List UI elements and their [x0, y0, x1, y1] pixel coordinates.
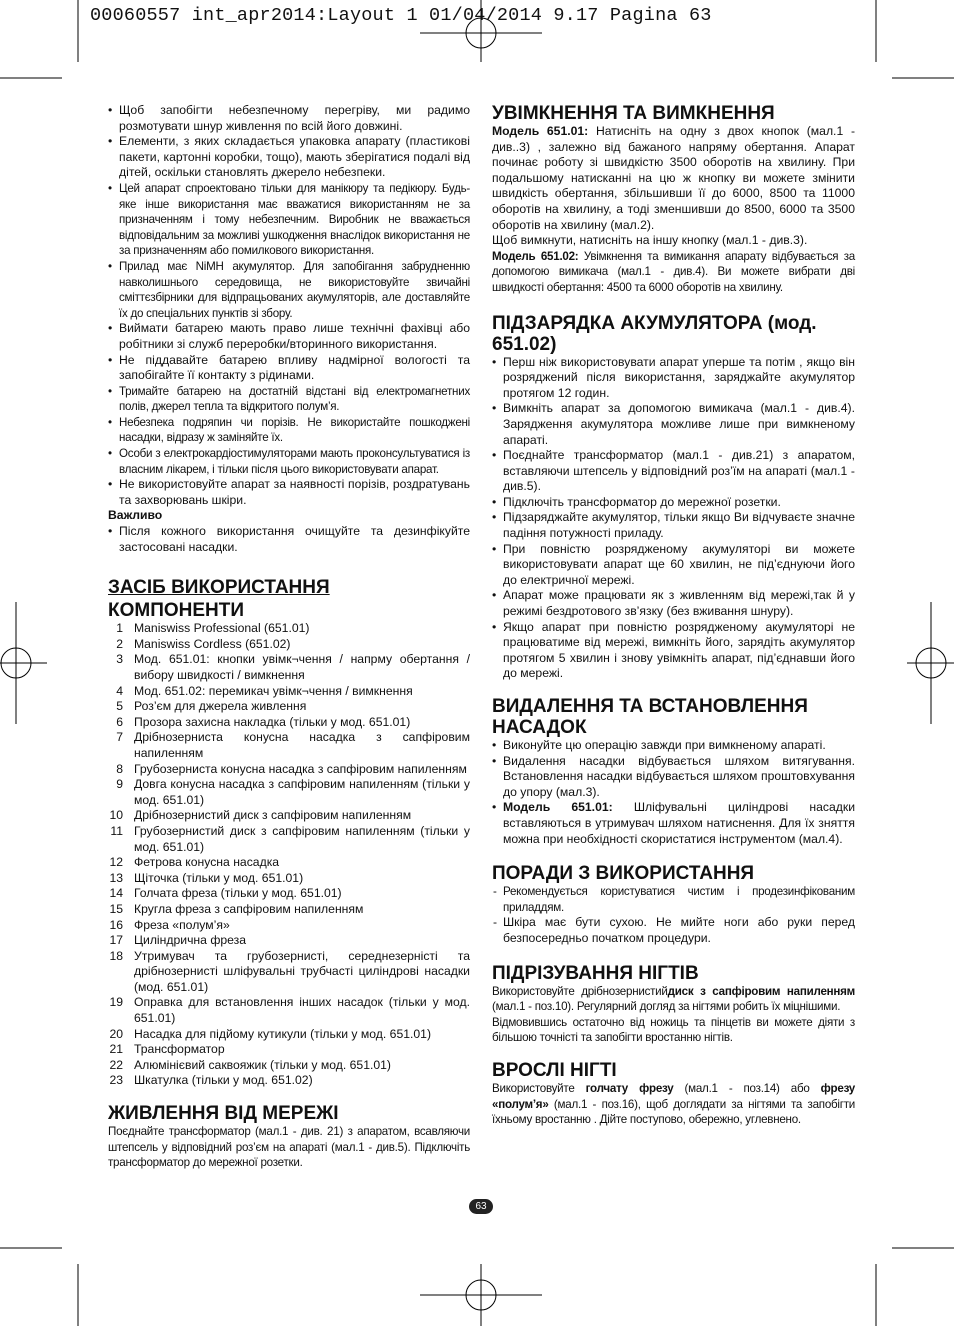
ingrown-text: [492, 1081, 855, 1128]
component-item: [108, 637, 470, 653]
component-item: [108, 995, 470, 1026]
list-item: - Рекомендується користуватися чистим і продезинфікованим приладдям.: [492, 884, 855, 915]
component-number: 4: [116, 683, 123, 698]
list-item: • Цей апарат спроектовано тільки для манікюру та педікюру. Будь-яке інше використання має вважатися використанням не за призначенням і тому небезпечним. Виробник не вважається відповідальним за можливі ушкодження внаслідок використання не за призначенням або помилкового використання.: [108, 181, 470, 259]
component-item: [108, 699, 470, 715]
component-number: 23: [109, 1073, 123, 1088]
list-item: • Особи з електрокардіостимуляторами мають проконсультуватися із власним лікарем, і тільки після цього використовувати апарат.: [108, 446, 470, 477]
component-item: [108, 1027, 470, 1043]
component-text: Maniswiss Cordless (651.02): [134, 636, 291, 651]
component-number: 15: [109, 901, 123, 916]
list-item: • Поєднайте трансформатор (мал.1 - див.21) з апаратом, вставляючи штепсель у відповідний роз’їм на апараті (мал.1 - див.5).: [492, 448, 855, 495]
component-text: Фетрова конусна насадка: [134, 855, 280, 870]
important-label: Важливо: [108, 508, 163, 523]
component-number: 8: [116, 761, 123, 776]
component-item: [108, 949, 470, 996]
component-item: [108, 808, 470, 824]
component-item: [108, 652, 470, 683]
ingrown-text-c: (мал.1 - поз.14) або: [673, 1081, 821, 1095]
list-item: • Видалення насадки відбувається шляхом витягування. Встановлення насадки відбувається шляхом проштовхування до упору (мал.3).: [492, 754, 855, 801]
section-title-tips: ПОРАДИ З ВИКОРИСТАННЯ: [492, 863, 755, 885]
list-item: - Шкіра має бути сухою. Не мийте ноги або руки перед безпосередньо початком процедури.: [492, 915, 855, 946]
component-item: [108, 777, 470, 808]
component-number: 2: [116, 636, 123, 651]
important-list: [108, 524, 470, 555]
component-item: [108, 886, 470, 902]
list-item: • Виконуйте цю операцію завжди при вимкненому апараті.: [492, 738, 855, 754]
component-item: [108, 871, 470, 887]
component-text: Довга конусна насадка з сапфіровим напиленням (тільки у мод. 651.01): [134, 777, 470, 807]
component-number: 9: [116, 777, 123, 792]
component-number: 18: [109, 948, 123, 963]
component-number: 1: [116, 621, 123, 636]
component-item: [108, 1058, 470, 1074]
component-text: Дрібнозернистий диск з сапфіровим напиленням: [134, 808, 412, 823]
list-item: • Небезпека подряпин чи порізів. Не використайте пошкоджені насадки, відразу ж заміняйте їх.: [108, 415, 470, 446]
list-item: • Прилад має NiMH акумулятор. Для запобігання забрудненню навколишнього середовища, не використовуйте звичайні сміттєзбірники для відпрацьованих акумуляторів, але доставляйте їх до спеціальних пунктів зі збору.: [108, 259, 470, 321]
attach-model1-text: Шліфувальні циліндрові насадки вставляються в утримувач шляхом натиснення. Для їх зняття можна при необхідності скористатися інструментом (мал.4).: [503, 800, 855, 846]
component-item: [108, 621, 470, 637]
component-item: [108, 1073, 470, 1089]
model-label: Модель 651.02:: [492, 249, 579, 263]
components-list: [108, 621, 470, 1089]
component-number: 6: [116, 714, 123, 729]
section-title-charge: ПІДЗАРЯДКА АКУМУЛЯТОРА (мод. 651.02): [492, 312, 817, 355]
component-number: 12: [109, 855, 123, 870]
list-item: • Щоб запобігти небезпечному перегріву, ми радимо розмотувати шнур живлення по всій його довжині.: [108, 103, 470, 134]
page-number: 63: [469, 1199, 493, 1214]
component-item: [108, 824, 470, 855]
component-item: [108, 855, 470, 871]
section-title-usage: ЗАСІБ ВИКОРИСТАННЯ: [108, 577, 330, 599]
onoff-model1: [492, 124, 855, 233]
component-number: 10: [109, 808, 123, 823]
component-number: 11: [110, 823, 123, 838]
right-column: [492, 103, 855, 1128]
section-title-components: КОМПОНЕНТИ: [108, 600, 245, 622]
component-text: Грубозернистий диск з сапфіровим напиленням (тільки у мод. 651.01): [134, 823, 470, 854]
component-text: Утримувач та грубозернисті, середнезерністі та дрібнозернисті шліфувальні трубчасті циліндрові насадки (мод. 651.01): [134, 948, 470, 994]
component-text: Дрібнозерниста конусна насадка з сапфіровим напиленням: [134, 730, 470, 760]
component-text: Грубозерниста конусна насадка з сапфіровим напиленням: [134, 761, 467, 776]
section-title-ingrown: ВРОСЛІ НІГТІ: [492, 1059, 617, 1081]
list-item: • Якщо апарат при повністю розрядженому акумуляторі не працюватиме від мережі, вимкніть його, зарядіть акумулятор протягом 5 хвилин і знову увімкніть апарат, під’єднавши його до мережі.: [492, 620, 855, 682]
safety-list: [108, 103, 470, 508]
nails-text-1b: диск з сапфіровим напиленням: [667, 984, 855, 998]
component-text: Мод. 651.02: перемикач увімк¬чення / вимкнення: [134, 683, 413, 698]
section-title-nails: ПІДРІЗУВАННЯ НІГТІВ: [492, 962, 699, 984]
component-number: 19: [109, 995, 123, 1010]
component-item: [108, 918, 470, 934]
component-item: [108, 715, 470, 731]
nails-text-1c: (мал.1 - поз.10). Регулярний догляд за нігтями робить їх міцнішими.: [492, 1000, 841, 1014]
component-text: Щіточка (тільки у мод. 651.01): [134, 870, 304, 885]
ingrown-text-a: Використовуйте: [492, 1081, 586, 1095]
list-item: • Підключіть трансформатор до мережної розетки.: [492, 495, 855, 511]
component-text: Алюмінієвий саквояжик (тільки у мод. 651.01): [134, 1057, 391, 1072]
component-number: 21: [109, 1042, 123, 1057]
section-title-onoff: УВІМКНЕННЯ ТА ВИМКНЕННЯ: [492, 103, 775, 124]
list-item: • Тримайте батарею на достатній відстані від електромагнетних полів, джерел тепла та відкритого полум’я.: [108, 384, 470, 415]
list-item: • Вимкніть апарат за допомогою вимикача (мал.1 - див.4). Зарядження акумулятора можливе лише при вимкненому апараті.: [492, 401, 855, 448]
component-number: 3: [116, 652, 123, 667]
component-number: 17: [109, 933, 123, 948]
mains-text: Поєднайте трансформатор (мал.1 - див. 21) з апаратом, всавляючи штепсель у відповідний роз’єм на апараті (мал.1 - див.5). Підключіть трансформатор до мережної розетки.: [108, 1125, 470, 1170]
list-item: [492, 800, 855, 847]
attach-list: [492, 738, 855, 847]
component-text: Кругла фреза з сапфіровим напиленням: [134, 901, 364, 916]
component-text: Мод. 651.01: кнопки увімк¬чення / напрму обертання / вибору швидкості / вимкнення: [134, 652, 470, 682]
component-text: Роз’єм для джерела живлення: [134, 699, 307, 714]
model-label: Модель 651.01:: [503, 800, 613, 815]
print-slug: 00060557 int_apr2014:Layout 1 01/04/2014 9.17 Pagina 63: [90, 5, 712, 26]
onoff-model1-text: Натисніть на одну з двох кнопок (мал.1 - див..3) , залежно від бажаного напряму обертання. Апарат починає роботу зі швидкістю 3500 оборотів на хвилину. При подальшому натисканні на цю ж кнопку ви можете змінити швидкість обертання, збільшивши її до 6000, 8500 та 11000 оборотів на хвилину, а тоді зменшивши до 8500, 6000 та 3500 оборотів на хвилину (мал.2).: [492, 124, 855, 232]
component-number: 14: [109, 886, 123, 901]
list-item: • Елементи, з яких складається упаковка апарату (пластикові пакети, картонні коробки, тощо), мають зберігатися подалі від дітей, оскільки становлять джерело небезпеки.: [108, 134, 470, 181]
component-item: [108, 902, 470, 918]
list-item: • Перш ніж використовувати апарат уперше та потім , якщо він розряджений після використання, заряджайте акумулятор протягом 12 годин.: [492, 355, 855, 402]
onoff-model2: [492, 249, 855, 296]
component-text: Оправка для встановлення інших насадок (тільки у мод. 651.01): [134, 995, 470, 1026]
component-item: [108, 762, 470, 778]
component-text: Циліндрична фреза: [134, 933, 246, 948]
list-item: • Не використовуйте апарат за наявності порізів, роздратувань та захворювань шкіри.: [108, 477, 470, 508]
component-text: Maniswiss Professional (651.01): [134, 621, 310, 636]
charge-list: [492, 355, 855, 682]
list-item: • Виймати батарею мають право лише технічні фахівці або робітники зі служб переробки/вторинного використання.: [108, 321, 470, 352]
onoff-off: Щоб вимкнути, натисніть на іншу кнопку (мал.1 - див.3).: [492, 233, 808, 248]
component-number: 20: [109, 1026, 123, 1041]
component-number: 13: [109, 870, 123, 885]
component-item: [108, 684, 470, 700]
component-number: 16: [109, 917, 123, 932]
component-text: Насадка для підйому кутикули (тільки у мод. 651.01): [134, 1026, 432, 1041]
component-text: Трансформатор: [134, 1042, 225, 1057]
nails-text-1a: Використовуйте дрібнозернистий: [492, 984, 668, 998]
nails-text-2: Відмовившись остаточно від ножиць та пінцетів ви можете діяти з більшою точністі та запобігти вростанню нігтів.: [492, 1015, 855, 1045]
list-item: • Після кожного використання очищуйте та дезинфікуйте застосовані насадки.: [108, 524, 470, 555]
ingrown-text-e: (мал.1 - поз.16), щоб доглядати за нігтями та запобігти їхньому вростанню . Дійте поступово, обережно, углевнено.: [492, 1097, 855, 1127]
component-number: 5: [116, 699, 123, 714]
ingrown-text-b: голчату фрезу: [585, 1081, 674, 1095]
list-item: • Не піддавайте батарею впливу надмірної вологості та запобігайте її контакту з рідинами.: [108, 353, 470, 384]
model-label: Модель 651.01:: [492, 124, 589, 138]
component-item: [108, 730, 470, 761]
component-item: [108, 933, 470, 949]
component-text: Прозора захисна накладка (тільки у мод. 651.01): [134, 714, 411, 729]
component-number: 7: [116, 730, 123, 745]
section-title-mains: ЖИВЛЕННЯ ВІД МЕРЕЖІ: [108, 1103, 339, 1125]
list-item: • Апарат може працювати як з живленням від мережі,так й у режимі бездротового зв’язку (без вживання шнуру).: [492, 588, 855, 619]
section-title-attach: ВИДАЛЕННЯ ТА ВСТАНОВЛЕННЯ НАСАДОК: [492, 696, 808, 738]
list-item: • Підзаряджайте акумулятор, тільки якщо Ви відчуваєте значне падіння потужності приладу.: [492, 510, 855, 541]
nails-text-1: [492, 984, 855, 1015]
component-text: Голчата фреза (тільки у мод. 651.01): [134, 886, 342, 901]
tips-list: [492, 884, 855, 946]
left-column: [108, 103, 470, 1171]
onoff-model2-text: Увімкнення та вимикання апарату відбувається за допомогою вимикача (мал.1 - див.4). Ви можете вибрати дві швидкості обертання: 4500 та 6000 оборотів на хвилину.: [492, 249, 855, 294]
ingrown-text-d: фрезу «полум’я»: [492, 1081, 855, 1111]
component-text: Шкатулка (тільки у мод. 651.02): [134, 1073, 313, 1088]
component-text: Фреза «полум’я»: [134, 917, 230, 932]
list-item: • При повністю розрядженому акумуляторі ви можете використовувати апарат ще 60 хвилин, не під’єднуючи його до електричної мережі.: [492, 542, 855, 589]
component-number: 22: [109, 1057, 123, 1072]
component-item: [108, 1042, 470, 1058]
